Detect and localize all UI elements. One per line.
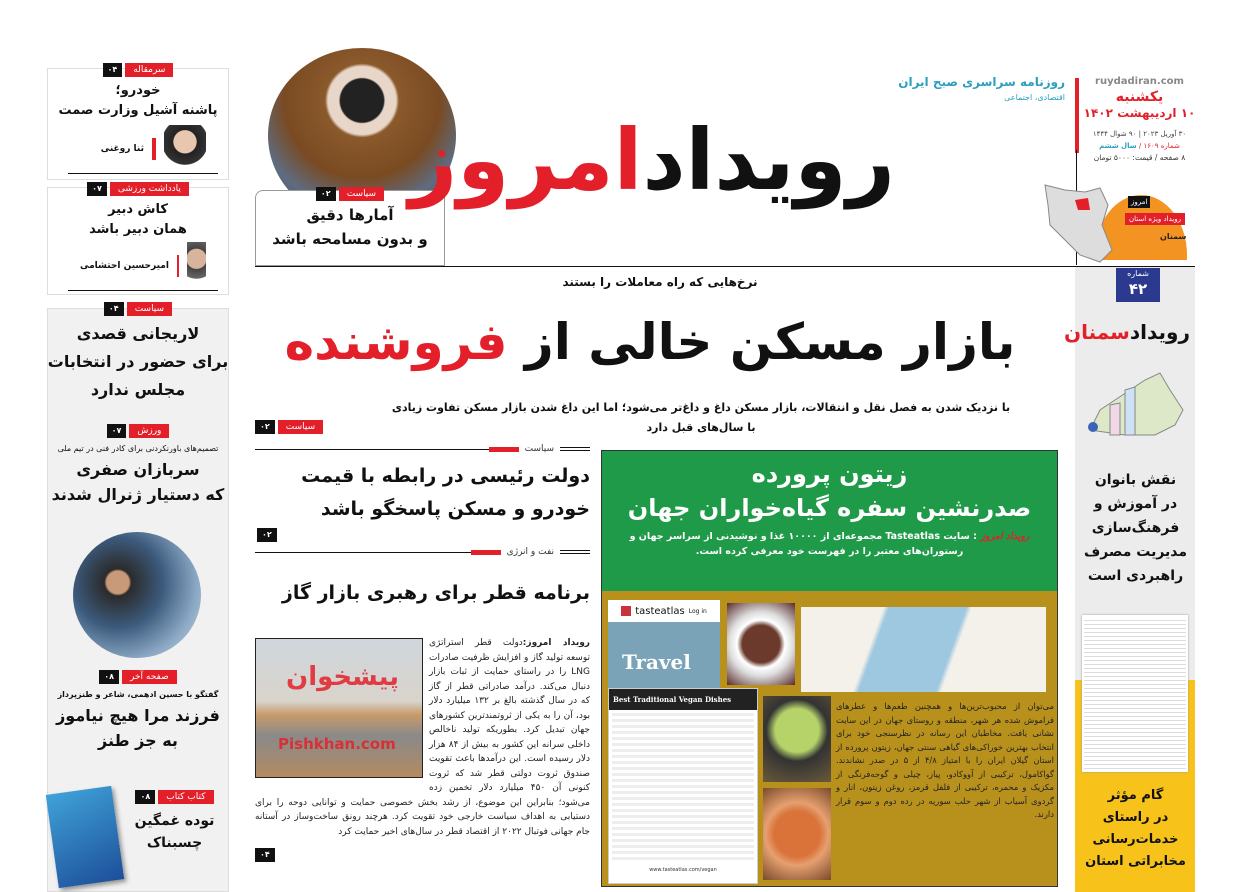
page-number: ۰۷: [107, 424, 127, 438]
website[interactable]: ruydadiran.com: [1095, 76, 1184, 87]
kicker: گفتگو با حسین ادهمی، شاعر و طنزپرداز: [57, 690, 219, 699]
left-story-editorial[interactable]: [47, 65, 229, 180]
tasteatlas-logo-icon: [621, 606, 631, 616]
meatball-bowl-photo: [727, 603, 795, 685]
section-tag: ورزش: [129, 424, 169, 438]
login-link: Log in: [688, 607, 707, 615]
page-number: ۰۲: [316, 187, 336, 201]
page-number: ۰۴: [103, 63, 123, 77]
tagline: روزنامه سراسری صبح ایران: [898, 75, 1065, 89]
feature-body: می‌توان از محبوب‌ترین‌ها و همچنین طعم‌ها و عطرهای فراموش شده هر شهر، منطقه و روستای جهان در این سایت نشانی یافت. مخاطبان این رسانه در نظرسنجی خود برای انتخاب بهترین خوراکی‌های گیاهی سنتی جهان، زیتون پرورده از استان گیلان ایران را با امتیاز ۴/۸ از ۵ در صدر نشاندند. گواکامول، ترکیبی از آووکادو، پیاز، چیلی و گوجه‌فرنگی از مکزیک و محمره، ترکیبی از فلفل قرمز، روغن زیتون، انار و گردوی آسیاب از شهر حلب سوریه در رده دوم و سوم قرار دارند.: [836, 701, 1054, 819]
lead-headline[interactable]: [260, 300, 1040, 384]
lead-headline-black: بازار مسکن خالی از: [524, 313, 1016, 371]
logo-emrooz: امروز: [408, 111, 643, 209]
left-story-sport[interactable]: [47, 424, 229, 507]
section-tag: سیاست: [127, 302, 172, 316]
section-tag: سرمقاله: [125, 63, 173, 77]
pages-price: ۸ صفحه / قیمت: ۵۰۰۰ تومان: [1093, 153, 1186, 162]
qatar-article: [255, 636, 590, 888]
number-label: شماره: [1127, 269, 1149, 278]
headline: خودرو؛ پاشنه آشیل وزارت صمت: [58, 83, 218, 118]
weekday: یکشنبه: [1115, 89, 1164, 105]
story-body-bottom: هزار دلار رسیده است. این درآمدها باعث تقویت صندوق ثروت دولتی قطر شد که ثروت کنونی آن ۴۵۰ میلیارد دلار تخمین زده می‌شود؛ بنابراین این موضوع، از رشد بخش خصوصی حمایت و توانایی دوحه را برای دستیابی به اهداف سیاست خارجی خود تقویت کرد. هرچند رونق ساخت‌وساز در آستانه جام جهانی فوتبال ۲۰۲۲ از اقتصاد قطر در سال‌های اخیر حمایت کرد: [255, 739, 590, 837]
story-raisi[interactable]: [255, 444, 590, 526]
headline: سربازان صفری که دستیار ژنرال شدند: [51, 460, 225, 504]
page-number: ۰۲: [257, 528, 277, 542]
story-qatar[interactable]: [255, 547, 590, 611]
right-story-telecom[interactable]: گام مؤثر در راستای خدمات‌رسانی مخابراتی استان: [1085, 788, 1186, 869]
muhammara-photo: [763, 788, 831, 880]
brand-black: رویداد: [1129, 320, 1190, 344]
right-story-women[interactable]: نقش بانوان در آموزش و فرهنگ‌سازی مدیریت مصرف راهبردی است: [1083, 472, 1188, 584]
page-number: ۰۲: [255, 420, 275, 434]
alt-dates: ۳۰ آوریل ۲۰۲۳ | ۹۰ شوال ۱۴۴۴: [1092, 130, 1187, 138]
logo-ruydad: رویداد: [642, 111, 895, 209]
year: سال ششم: [1099, 142, 1137, 150]
accent-bar: [177, 255, 179, 277]
feature-title-1: زیتون پرورده: [751, 460, 908, 488]
site-logo: tasteatlas: [635, 605, 685, 617]
section-tag: صفحه آخر: [122, 670, 177, 684]
author-name: امیرحسین احتشامی: [80, 261, 169, 271]
feature-intro: رویداد امروز : سایت Tasteatlas مجموعه‌ای از ۱۰۰۰۰ غذا و نوشیدنی از سراسر جهان و رستوران‌های معتبر را در فهرست خود معرفی کرده است.: [629, 531, 1030, 557]
semnan-map-icon: [1085, 365, 1185, 440]
pishkhan-watermark-url: Pishkhan.com: [278, 735, 396, 753]
story-body-top: دولت قطر استراتژی توسعه تولید گاز و افزایش ظرفیت صادرات LNG را در راستای حمایت از ثبات بازار دنبال می‌کند. درآمد صادراتی قطر از گاز که در سال گذشته بالغ بر ۱۳۲ میلیارد دلار بود، آن را به یکی از ثروتمندترین کشورهای جهان تبدیل کرد. بطوریکه تولید ناخالص داخلی سرانه این کشور به بیش از ۸۴: [429, 638, 590, 750]
world-map-image: [801, 607, 1046, 692]
issue-number-badge: [1116, 268, 1160, 302]
page-thumbnail: [1082, 615, 1188, 772]
kicker: تصمیم‌های باورنکردنی برای کادر فنی در تیم ملی: [57, 444, 219, 453]
lead-tag: [255, 420, 323, 434]
number-value: ۴۲: [1128, 280, 1148, 298]
author-photo: [187, 242, 206, 290]
left-story-larijani[interactable]: [47, 302, 229, 404]
section-tag: سیاست: [339, 187, 384, 201]
book-cover: [46, 786, 124, 888]
page-number: ۰۴: [104, 302, 124, 316]
section-label: نفت و انرژی: [506, 547, 554, 557]
province-label: رویداد ویژه استان: [1125, 213, 1185, 225]
section-tag: کتاب کتاب: [158, 790, 213, 804]
left-story-sport-note[interactable]: [47, 184, 229, 295]
left-story-book[interactable]: [122, 790, 227, 854]
feature-title-2: صدرنشین سفره گیاه‌خواران جهان: [627, 494, 1032, 522]
travel-label: Travel: [622, 650, 691, 674]
headline: لاریجانی قصدی برای حضور در انتخابات مجلس ندارد: [47, 324, 229, 399]
headline: کاش دبیر همان دبیر باشد: [89, 202, 187, 237]
date-block: [1082, 76, 1197, 163]
issue: شماره ۱۶۰۹ /: [1138, 142, 1180, 150]
today-label: امروز: [1128, 196, 1150, 208]
masthead-tagline: [898, 75, 1065, 102]
left-story-last-page[interactable]: [47, 670, 229, 753]
date: ۱۰ اردیبهشت ۱۴۰۲: [1083, 106, 1196, 120]
lead-headline-red: فروشنده: [284, 313, 508, 371]
page-number: ۰۸: [135, 790, 155, 804]
brand-red: سمنان: [1064, 320, 1130, 344]
tasteatlas-travel-card: [608, 600, 720, 688]
list-title: Best Traditional Vegan Dishes: [609, 689, 757, 710]
page-number: ۰۴: [255, 848, 275, 862]
vegan-dish-list: [608, 688, 758, 884]
lead-source: رویداد امروز:: [522, 638, 590, 648]
pishkhan-watermark: پیشخوان: [286, 662, 399, 692]
section-tag: یادداشت ورزشی: [110, 182, 189, 196]
gas-flare-photo: [255, 638, 423, 778]
section-tag: سیاست: [278, 420, 323, 434]
author-photo: [164, 125, 206, 173]
guacamole-photo: [763, 696, 831, 782]
page-number: ۰۸: [99, 670, 119, 684]
lead-kicker: نرخ‌هایی که راه معاملات را بستند: [562, 275, 758, 289]
feature-source: رویداد امروز: [980, 531, 1030, 542]
sport-photo: [73, 532, 201, 658]
headline: دولت رئیسی در رابطه با قیمت خودرو و مسکن پاسخگو باشد: [301, 465, 590, 520]
section-label: سیاست: [524, 444, 554, 454]
accent-bar: [152, 138, 156, 160]
list-url: www.tasteatlas.com/vegan: [649, 867, 717, 873]
headline: آمارها دقیق و بدون مسامحه باشد: [272, 206, 428, 248]
subtagline: اقتصادی، اجتماعی: [1004, 93, 1065, 102]
masthead-red-bar: [1075, 78, 1079, 153]
page-number: ۰۷: [87, 182, 107, 196]
headline: توده غمگین چسبناک: [134, 813, 215, 851]
semnan-brand: [1064, 318, 1190, 346]
lead-subtitle: با نزدیک شدن به فصل نقل و انتقالات، بازار مسکن داغ و داغ‌تر می‌شود؛ اما این داغ شدن بازار مسکن تفاوت زیادی با سال‌های قبل دارد: [391, 401, 1011, 434]
province-name: سمنان: [1160, 232, 1187, 241]
iran-map-icon: [1040, 180, 1120, 265]
masthead-bottom-rule: [255, 266, 1195, 267]
headline: برنامه قطر برای رهبری بازار گاز: [281, 582, 590, 604]
headline: فرزند مرا هیچ نیاموز به جز طنز: [56, 706, 220, 750]
author-name: ثنا روغنی: [100, 144, 144, 154]
masthead-logo[interactable]: [408, 60, 895, 260]
